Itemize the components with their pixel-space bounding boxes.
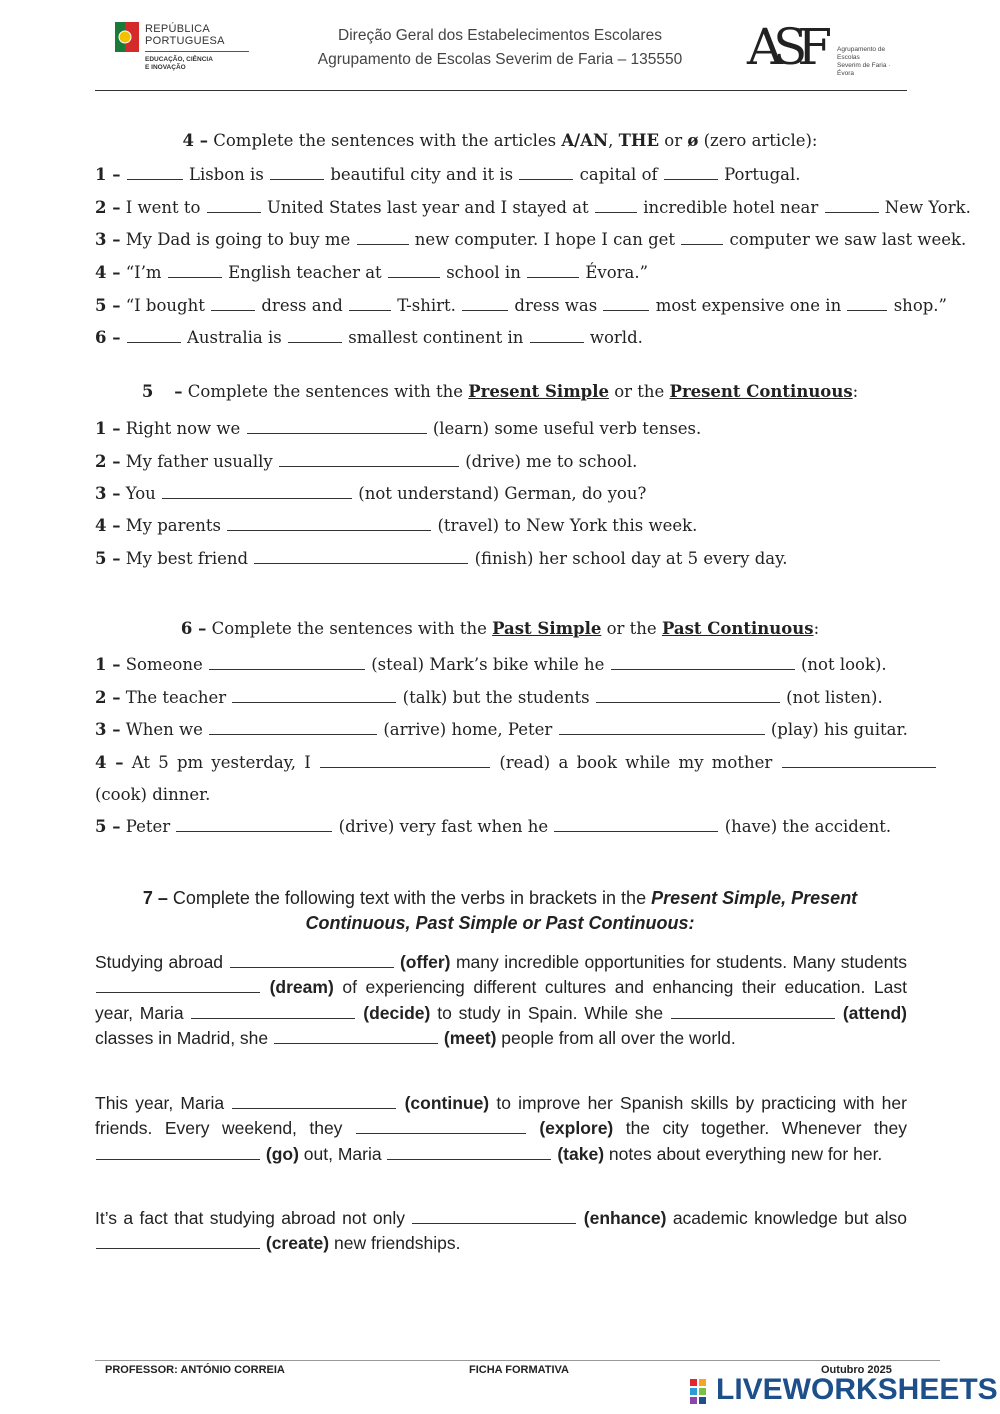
- item-number: 5 –: [95, 549, 121, 568]
- item-text: (drive) very fast when he: [338, 817, 549, 836]
- answer-blank[interactable]: [232, 688, 396, 703]
- answer-blank[interactable]: [96, 1233, 260, 1249]
- item-text: My father usually: [125, 452, 273, 471]
- item-text: (steal) Mark’s bike while he: [371, 655, 605, 674]
- text: This year, Maria: [95, 1093, 225, 1113]
- answer-blank[interactable]: [671, 1003, 835, 1019]
- item-text: smallest continent in: [348, 328, 524, 347]
- asf-logo-sub2: Severim de Faria · Évora: [837, 62, 891, 77]
- text: to study in Spain. While she: [437, 1002, 664, 1023]
- item-text: school in: [446, 263, 521, 282]
- s6-item-3: [95, 720, 907, 739]
- item-number: 3 –: [95, 230, 121, 249]
- item-text: (not look).: [800, 655, 887, 674]
- item-text: (drive) me to school.: [465, 452, 638, 471]
- verb-cue: (go): [265, 1143, 299, 1164]
- item-number: 3 –: [95, 720, 121, 739]
- item-number: 4 –: [95, 753, 124, 772]
- answer-blank[interactable]: [349, 296, 391, 311]
- section-4-title-text: Complete the sentences with the articles: [208, 131, 562, 150]
- s5-item-2: [95, 452, 907, 471]
- section-7-title: [95, 886, 905, 936]
- s4-item-5: [95, 296, 947, 315]
- s4-item-2: [95, 198, 971, 217]
- answer-blank[interactable]: [288, 328, 342, 343]
- section-7-paragraph-3: [95, 1206, 907, 1257]
- verb-cue: (attend): [842, 1002, 907, 1023]
- verb-cue: (create): [265, 1233, 330, 1254]
- section-7-paragraph-1: [95, 950, 907, 1052]
- answer-blank[interactable]: [127, 165, 183, 180]
- answer-blank[interactable]: [596, 688, 780, 703]
- text: new friendships.: [333, 1233, 461, 1254]
- article-the: THE: [618, 131, 660, 150]
- answer-blank[interactable]: [209, 655, 365, 670]
- answer-blank[interactable]: [270, 165, 324, 180]
- logo-left-divider: [145, 51, 249, 52]
- item-text: Lisbon is: [188, 165, 264, 184]
- text: people from all over the world.: [501, 1028, 736, 1049]
- answer-blank[interactable]: [230, 952, 394, 968]
- item-text: English teacher at: [228, 263, 382, 282]
- s5-item-5: [95, 549, 907, 568]
- item-number: 2 –: [95, 452, 121, 471]
- portugal-flag-emblem-icon: [115, 22, 139, 52]
- section-7-tenses-1: Present Simple, Present: [651, 888, 858, 908]
- asf-logo: [747, 18, 907, 78]
- section-4-title: [95, 131, 905, 150]
- section-5-title: [95, 382, 905, 401]
- item-number: 4 –: [95, 516, 121, 535]
- answer-blank[interactable]: [176, 817, 332, 832]
- logo-left-sub2: E INOVAÇÃO: [145, 63, 186, 71]
- item-text: You: [125, 484, 156, 503]
- answer-blank[interactable]: [207, 198, 261, 213]
- item-number: 4 –: [95, 263, 121, 282]
- section-4-number: 4 –: [182, 131, 208, 150]
- footer-date: Outubro 2025: [821, 1364, 892, 1376]
- answer-blank[interactable]: [357, 230, 409, 245]
- section-6-title: [95, 619, 905, 638]
- answer-blank[interactable]: [664, 165, 718, 180]
- logo-left-line2: PORTUGUESA: [145, 35, 225, 47]
- item-text: most expensive one in: [655, 296, 842, 315]
- answer-blank[interactable]: [595, 198, 637, 213]
- text: Studying abroad: [95, 952, 224, 972]
- item-number: 5 –: [95, 296, 121, 315]
- item-text: (cook) dinner.: [95, 785, 211, 804]
- item-text: “I bought: [125, 296, 205, 315]
- answer-blank[interactable]: [554, 817, 718, 832]
- text: to improve her Spanish skills by practicing with her friends. Every weekend, they: [95, 1093, 907, 1139]
- item-text: beautiful city and it is: [330, 165, 514, 184]
- asf-logo-sub1: Agrupamento de Escolas: [837, 46, 886, 61]
- zero-article: ø: [687, 131, 699, 150]
- answer-blank[interactable]: [847, 296, 887, 311]
- item-text: (not understand) German, do you?: [358, 484, 647, 503]
- text: classes in Madrid, she: [95, 1028, 269, 1049]
- or-text: or the: [608, 382, 670, 401]
- item-text: shop.”: [893, 296, 947, 315]
- answer-blank[interactable]: [168, 263, 222, 278]
- verb-cue: (take): [557, 1143, 605, 1164]
- verb-cue: (explore): [539, 1118, 614, 1139]
- s4-item-3: [95, 230, 967, 249]
- item-text: (not listen).: [786, 688, 883, 707]
- item-text: Portugal.: [724, 165, 801, 184]
- verb-cue: (decide): [363, 1002, 431, 1023]
- text: the city together. Whenever they: [625, 1118, 907, 1139]
- item-text: I went to: [125, 198, 201, 217]
- item-number: 1 –: [95, 655, 121, 674]
- verb-cue: (enhance): [583, 1208, 667, 1228]
- item-text: Right now we: [125, 419, 241, 438]
- logo-left-subtitle: [145, 56, 213, 71]
- answer-blank[interactable]: [782, 753, 936, 768]
- footer-professor: PROFESSOR: ANTÓNIO CORREIA: [105, 1364, 285, 1376]
- liveworksheets-logo: [690, 1373, 998, 1408]
- item-text: United States last year and I stayed at: [266, 198, 589, 217]
- section-4-title-tail: (zero article):: [698, 131, 818, 150]
- item-text: My parents: [125, 516, 221, 535]
- article-a-an: A/AN: [561, 131, 609, 150]
- answer-blank[interactable]: [247, 419, 427, 434]
- answer-blank[interactable]: [274, 1028, 438, 1044]
- section-5-number: 5: [141, 382, 154, 401]
- answer-blank[interactable]: [356, 1118, 526, 1134]
- present-simple-label: Present Simple: [468, 382, 609, 401]
- item-number: 5 –: [95, 817, 121, 836]
- answer-blank[interactable]: [209, 720, 377, 735]
- text: academic knowledge but also: [672, 1208, 907, 1228]
- answer-blank[interactable]: [232, 1093, 396, 1109]
- item-number: 2 –: [95, 688, 121, 707]
- colon: :: [852, 382, 859, 401]
- answer-blank[interactable]: [162, 484, 352, 499]
- s4-item-4: [95, 263, 907, 282]
- answer-blank[interactable]: [227, 516, 431, 531]
- s6-item-2: [95, 688, 907, 707]
- answer-blank[interactable]: [387, 1144, 551, 1160]
- item-text: dress and: [261, 296, 343, 315]
- item-text: “I’m: [125, 263, 162, 282]
- item-text: (arrive) home, Peter: [383, 720, 553, 739]
- answer-blank[interactable]: [320, 753, 490, 768]
- past-continuous-label: Past Continuous: [661, 619, 814, 638]
- item-text: (travel) to New York this week.: [437, 516, 698, 535]
- verb-cue: (continue): [404, 1093, 490, 1113]
- item-text: My Dad is going to buy me: [125, 230, 351, 249]
- item-number: 6 –: [95, 328, 121, 347]
- item-text: At 5 pm yesterday, I: [131, 753, 311, 772]
- header-line1: Direção Geral dos Estabelecimentos Escolares: [338, 27, 662, 44]
- answer-blank[interactable]: [611, 655, 795, 670]
- item-number: 3 –: [95, 484, 121, 503]
- section-5-title-text: Complete the sentences with the: [182, 382, 469, 401]
- logo-left-line1: REPÚBLICA: [145, 23, 211, 35]
- answer-blank[interactable]: [388, 263, 440, 278]
- colon: :: [813, 619, 820, 638]
- verb-cue: (offer): [399, 952, 451, 972]
- text: of experiencing different cultures and enhancing their education. Last year, Maria: [95, 977, 907, 1023]
- section-7-title-text: Complete the following text with the verbs in brackets in the: [167, 888, 652, 908]
- answer-blank[interactable]: [279, 452, 459, 467]
- item-text: (talk) but the students: [402, 688, 590, 707]
- logo-left-title: [145, 23, 225, 47]
- section-7-number: 7 –: [142, 888, 168, 908]
- item-text: new computer. I hope I can get: [414, 230, 676, 249]
- text: many incredible opportunities for students. Many students: [455, 952, 907, 972]
- liveworksheets-brand: LIVEWORKSHEETS: [716, 1373, 998, 1406]
- s6-item-5: [95, 817, 907, 836]
- s6-item-4: [95, 753, 907, 772]
- section-7-tenses-2: Continuous, Past Simple or Past Continuous:: [305, 913, 695, 933]
- item-text: (finish) her school day at 5 every day.: [474, 549, 788, 568]
- item-text: My best friend: [125, 549, 249, 568]
- answer-blank[interactable]: [211, 296, 255, 311]
- item-number: 2 –: [95, 198, 121, 217]
- page-footer: [95, 1360, 940, 1376]
- section-7-paragraph-2: [95, 1091, 907, 1167]
- answer-blank[interactable]: [412, 1208, 576, 1224]
- comma: ,: [608, 131, 619, 150]
- s6-item-1: [95, 655, 907, 674]
- present-continuous-label: Present Continuous: [669, 382, 853, 401]
- item-text: incredible hotel near: [643, 198, 819, 217]
- asf-logo-letters: ASF: [747, 18, 823, 76]
- answer-blank[interactable]: [681, 230, 723, 245]
- item-text: capital of: [579, 165, 658, 184]
- s5-item-3: [95, 484, 907, 503]
- item-text: computer we saw last week.: [729, 230, 967, 249]
- answer-blank[interactable]: [559, 720, 765, 735]
- item-text: When we: [125, 720, 203, 739]
- item-text: world.: [589, 328, 643, 347]
- section-6-title-text: Complete the sentences with the: [206, 619, 493, 638]
- item-text: Peter: [125, 817, 171, 836]
- s6-item-4-cont: [95, 785, 907, 804]
- answer-blank[interactable]: [825, 198, 879, 213]
- answer-blank[interactable]: [530, 328, 584, 343]
- answer-blank[interactable]: [96, 1144, 260, 1160]
- republica-portuguesa-logo: [115, 22, 235, 78]
- text: out, Maria: [303, 1143, 382, 1164]
- asf-logo-subtitle: [837, 46, 907, 78]
- item-text: T-shirt.: [397, 296, 456, 315]
- s5-item-4: [95, 516, 907, 535]
- answer-blank[interactable]: [254, 549, 468, 564]
- answer-blank[interactable]: [127, 328, 181, 343]
- header-text: [255, 24, 745, 72]
- dash: –: [174, 382, 183, 401]
- item-number: 1 –: [95, 165, 121, 184]
- item-text: The teacher: [125, 688, 227, 707]
- text: It’s a fact that studying abroad not only: [95, 1208, 405, 1228]
- item-text: Évora.”: [585, 263, 649, 282]
- or-text: or the: [601, 619, 662, 638]
- item-number: 1 –: [95, 419, 121, 438]
- header-line2: Agrupamento de Escolas Severim de Faria – 135550: [317, 51, 683, 68]
- item-text: New York.: [884, 198, 971, 217]
- or-text: or: [659, 131, 688, 150]
- s4-item-1: [95, 165, 907, 184]
- item-text: (learn) some useful verb tenses.: [432, 419, 702, 438]
- item-text: (have) the accident.: [724, 817, 892, 836]
- past-simple-label: Past Simple: [492, 619, 602, 638]
- answer-blank[interactable]: [462, 296, 508, 311]
- logo-left-sub1: EDUCAÇÃO, CIÊNCIA: [145, 56, 213, 63]
- answer-blank[interactable]: [519, 165, 573, 180]
- section-6-number: 6 –: [180, 619, 207, 638]
- answer-blank[interactable]: [96, 977, 260, 993]
- item-text: Someone: [125, 655, 203, 674]
- item-text: Australia is: [186, 328, 282, 347]
- item-text: (play) his guitar.: [770, 720, 908, 739]
- page-header: [95, 18, 907, 91]
- verb-cue: (dream): [269, 977, 334, 998]
- verb-cue: (meet): [443, 1028, 497, 1049]
- answer-blank[interactable]: [603, 296, 649, 311]
- item-text: dress was: [514, 296, 598, 315]
- answer-blank[interactable]: [191, 1003, 355, 1019]
- text: notes about everything new for her.: [608, 1143, 883, 1164]
- footer-ficha: FICHA FORMATIVA: [469, 1364, 570, 1376]
- s5-item-1: [95, 419, 907, 438]
- item-text: (read) a book while my mother: [499, 753, 773, 772]
- s4-item-6: [95, 328, 907, 347]
- answer-blank[interactable]: [527, 263, 579, 278]
